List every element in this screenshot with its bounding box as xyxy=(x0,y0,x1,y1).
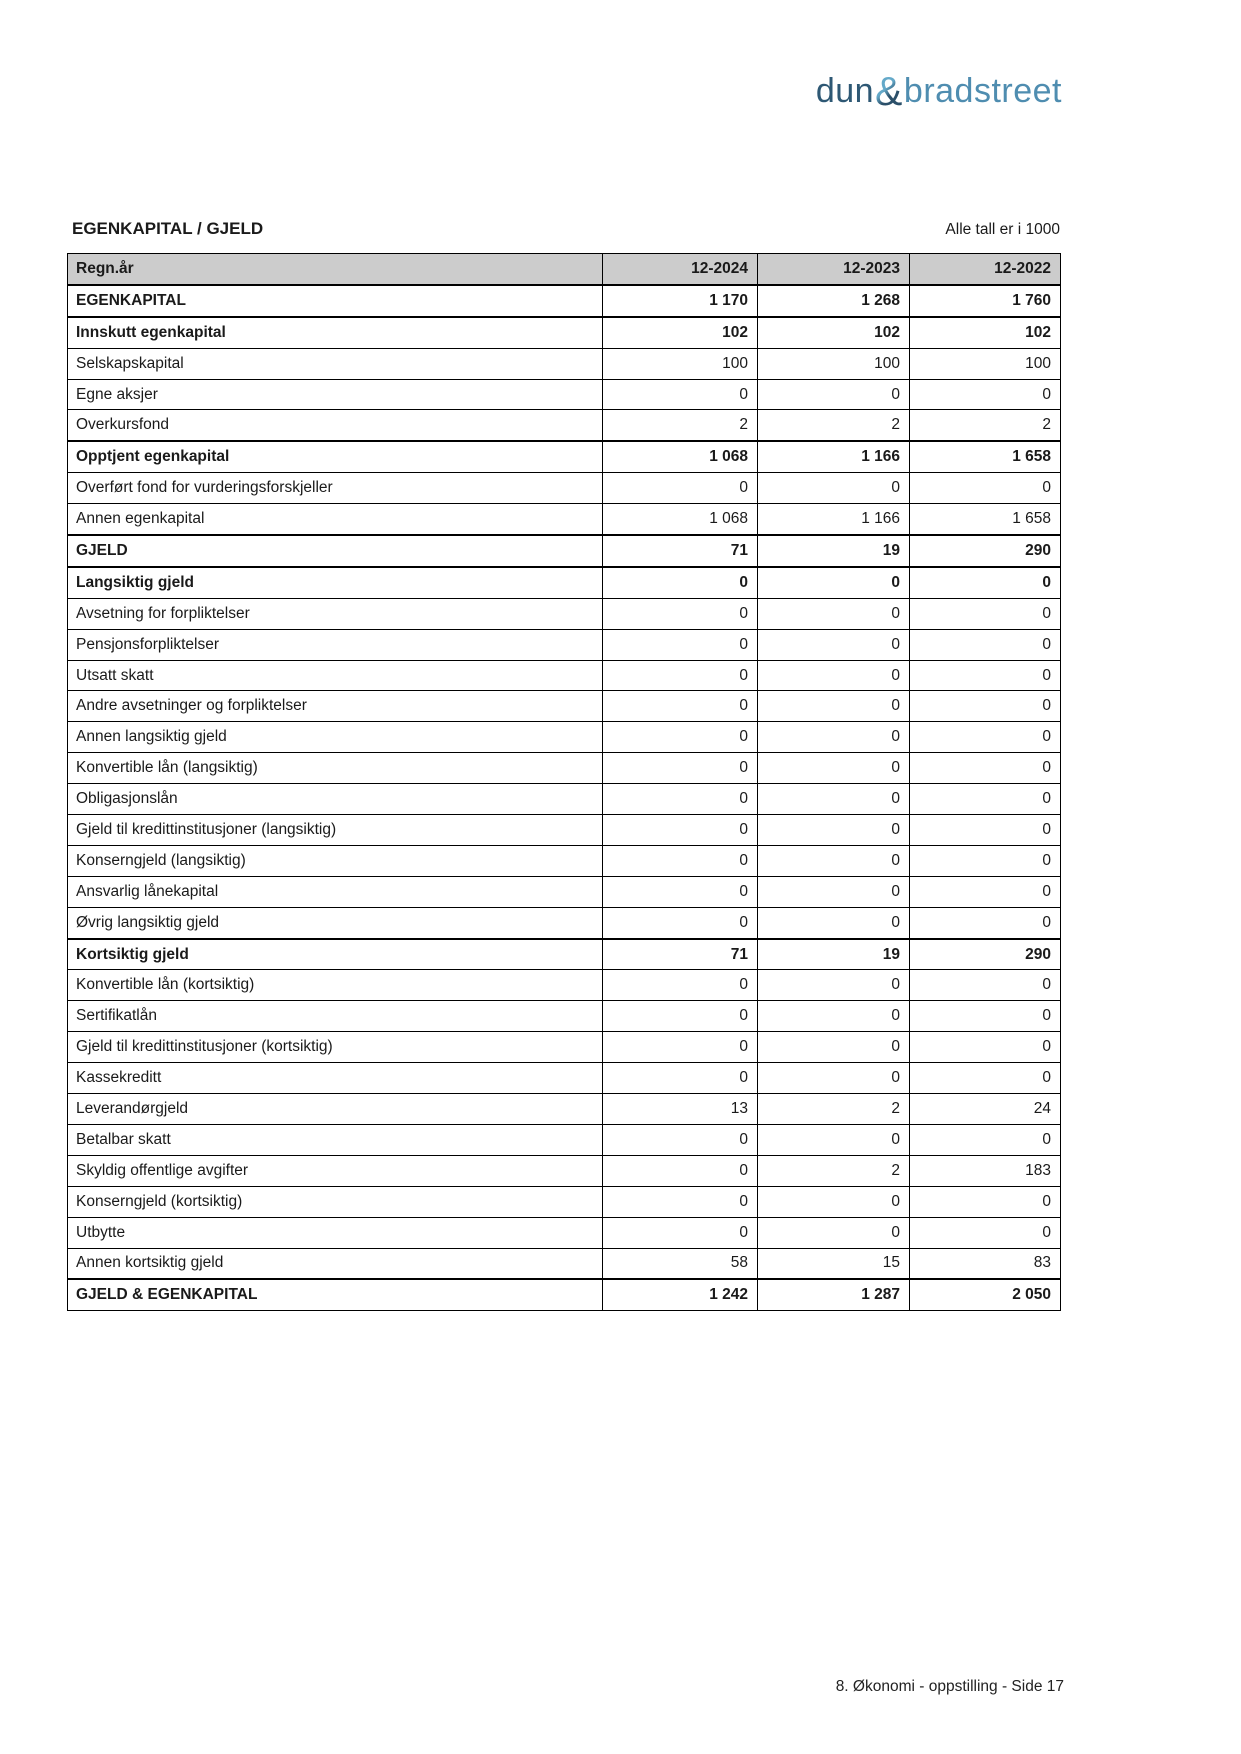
row-label: Annen egenkapital xyxy=(68,504,603,535)
row-value: 0 xyxy=(910,845,1061,876)
row-label: Gjeld til kredittinstitusjoner (langsiktig) xyxy=(68,815,603,846)
row-label: Kassekreditt xyxy=(68,1063,603,1094)
row-label: Sertifikatlån xyxy=(68,1001,603,1032)
row-value: 0 xyxy=(910,815,1061,846)
row-value: 1 170 xyxy=(603,285,758,317)
table-row xyxy=(68,1001,1061,1032)
table-body xyxy=(68,285,1061,1311)
row-value: 0 xyxy=(758,753,910,784)
row-value: 0 xyxy=(910,907,1061,938)
row-label: Skyldig offentlige avgifter xyxy=(68,1155,603,1186)
row-value: 0 xyxy=(603,473,758,504)
table-title-row xyxy=(72,219,1060,239)
row-label: Konserngjeld (kortsiktig) xyxy=(68,1186,603,1217)
row-label: Andre avsetninger og forpliktelser xyxy=(68,691,603,722)
row-value: 0 xyxy=(910,598,1061,629)
row-label: Annen langsiktig gjeld xyxy=(68,722,603,753)
row-value: 1 760 xyxy=(910,285,1061,317)
row-value: 0 xyxy=(758,567,910,598)
row-label: Opptjent egenkapital xyxy=(68,441,603,472)
table-header-row xyxy=(68,254,1061,285)
row-value: 0 xyxy=(910,1217,1061,1248)
row-label: Overkursfond xyxy=(68,410,603,441)
row-value: 1 068 xyxy=(603,504,758,535)
table-row xyxy=(68,939,1061,970)
row-value: 0 xyxy=(603,753,758,784)
row-value: 0 xyxy=(758,598,910,629)
table-row xyxy=(68,348,1061,379)
row-value: 0 xyxy=(603,1155,758,1186)
row-value: 24 xyxy=(910,1094,1061,1125)
row-value: 2 xyxy=(603,410,758,441)
row-value: 0 xyxy=(603,815,758,846)
section-title: EGENKAPITAL / GJELD xyxy=(72,219,264,238)
logo-ampersand-icon: & xyxy=(875,68,903,114)
row-value: 1 658 xyxy=(910,441,1061,472)
balance-sheet-table xyxy=(67,253,1061,1311)
row-value: 0 xyxy=(603,598,758,629)
row-value: 1 242 xyxy=(603,1279,758,1310)
row-label: Konvertible lån (kortsiktig) xyxy=(68,970,603,1001)
row-value: 0 xyxy=(910,567,1061,598)
row-label: Langsiktig gjeld xyxy=(68,567,603,598)
row-value: 19 xyxy=(758,535,910,567)
row-value: 0 xyxy=(758,1186,910,1217)
row-value: 1 268 xyxy=(758,285,910,317)
row-value: 0 xyxy=(910,1186,1061,1217)
row-value: 0 xyxy=(758,815,910,846)
table-row xyxy=(68,815,1061,846)
row-value: 0 xyxy=(603,1186,758,1217)
row-label: Ansvarlig lånekapital xyxy=(68,876,603,907)
row-label: Avsetning for forpliktelser xyxy=(68,598,603,629)
row-value: 0 xyxy=(603,1032,758,1063)
table-row xyxy=(68,876,1061,907)
row-value: 0 xyxy=(603,784,758,815)
table-row xyxy=(68,970,1061,1001)
row-value: 0 xyxy=(603,722,758,753)
row-value: 0 xyxy=(758,1063,910,1094)
row-label: Egne aksjer xyxy=(68,379,603,410)
row-label: EGENKAPITAL xyxy=(68,285,603,317)
row-value: 1 166 xyxy=(758,441,910,472)
table-row xyxy=(68,1032,1061,1063)
row-value: 0 xyxy=(910,473,1061,504)
row-value: 0 xyxy=(910,876,1061,907)
row-value: 15 xyxy=(758,1248,910,1279)
row-value: 0 xyxy=(910,722,1061,753)
row-value: 0 xyxy=(758,691,910,722)
row-label: GJELD xyxy=(68,535,603,567)
row-value: 1 287 xyxy=(758,1279,910,1310)
row-value: 0 xyxy=(758,722,910,753)
row-label: Selskapskapital xyxy=(68,348,603,379)
row-label: Konvertible lån (langsiktig) xyxy=(68,753,603,784)
row-value: 0 xyxy=(603,845,758,876)
row-label: Betalbar skatt xyxy=(68,1124,603,1155)
row-value: 71 xyxy=(603,535,758,567)
row-value: 0 xyxy=(910,1124,1061,1155)
table-row xyxy=(68,629,1061,660)
row-value: 0 xyxy=(603,970,758,1001)
table-row xyxy=(68,441,1061,472)
units-note: Alle tall er i 1000 xyxy=(945,221,1060,238)
row-value: 290 xyxy=(910,535,1061,567)
row-value: 102 xyxy=(603,317,758,348)
row-value: 2 xyxy=(910,410,1061,441)
row-value: 0 xyxy=(603,660,758,691)
row-value: 0 xyxy=(603,379,758,410)
row-value: 0 xyxy=(758,1001,910,1032)
table-row xyxy=(68,473,1061,504)
table-row xyxy=(68,722,1061,753)
row-label: Kortsiktig gjeld xyxy=(68,939,603,970)
table-row xyxy=(68,410,1061,441)
row-label: Overført fond for vurderingsforskjeller xyxy=(68,473,603,504)
row-value: 1 166 xyxy=(758,504,910,535)
row-label: GJELD & EGENKAPITAL xyxy=(68,1279,603,1310)
table-row xyxy=(68,784,1061,815)
row-value: 0 xyxy=(603,629,758,660)
table-row xyxy=(68,691,1061,722)
row-value: 71 xyxy=(603,939,758,970)
row-value: 0 xyxy=(603,876,758,907)
logo-text-dun: dun xyxy=(815,72,875,110)
header-year-2024: 12-2024 xyxy=(603,254,758,285)
header-label: Regn.år xyxy=(68,254,603,285)
table-row xyxy=(68,317,1061,348)
row-value: 0 xyxy=(758,876,910,907)
row-value: 0 xyxy=(758,1217,910,1248)
row-value: 0 xyxy=(910,753,1061,784)
row-value: 102 xyxy=(758,317,910,348)
row-value: 0 xyxy=(758,660,910,691)
row-value: 0 xyxy=(758,1032,910,1063)
table-row xyxy=(68,598,1061,629)
row-value: 0 xyxy=(910,784,1061,815)
row-value: 100 xyxy=(910,348,1061,379)
row-value: 1 068 xyxy=(603,441,758,472)
row-label: Leverandørgjeld xyxy=(68,1094,603,1125)
row-value: 83 xyxy=(910,1248,1061,1279)
header-year-2022: 12-2022 xyxy=(910,254,1061,285)
row-value: 0 xyxy=(910,970,1061,1001)
row-value: 0 xyxy=(603,1124,758,1155)
row-value: 0 xyxy=(758,907,910,938)
table-row xyxy=(68,285,1061,317)
table-row xyxy=(68,907,1061,938)
table-row xyxy=(68,1186,1061,1217)
row-value: 0 xyxy=(910,379,1061,410)
table-row xyxy=(68,567,1061,598)
page-footer: 8. Økonomi - oppstilling - Side 17 xyxy=(835,1678,1064,1695)
table-row xyxy=(68,753,1061,784)
table-row xyxy=(68,1155,1061,1186)
row-value: 58 xyxy=(603,1248,758,1279)
row-label: Pensjonsforpliktelser xyxy=(68,629,603,660)
table-row xyxy=(68,535,1061,567)
row-label: Gjeld til kredittinstitusjoner (kortsiktig) xyxy=(68,1032,603,1063)
row-value: 0 xyxy=(758,629,910,660)
header-year-2023: 12-2023 xyxy=(758,254,910,285)
row-value: 0 xyxy=(603,1063,758,1094)
row-value: 13 xyxy=(603,1094,758,1125)
table-row xyxy=(68,1217,1061,1248)
table-row xyxy=(68,1279,1061,1310)
row-value: 0 xyxy=(603,907,758,938)
row-value: 0 xyxy=(758,1124,910,1155)
row-value: 100 xyxy=(603,348,758,379)
row-value: 0 xyxy=(910,1032,1061,1063)
row-value: 0 xyxy=(910,1063,1061,1094)
row-label: Obligasjonslån xyxy=(68,784,603,815)
table-row xyxy=(68,504,1061,535)
row-value: 0 xyxy=(910,1001,1061,1032)
row-value: 0 xyxy=(603,567,758,598)
row-label: Konserngjeld (langsiktig) xyxy=(68,845,603,876)
row-value: 0 xyxy=(758,473,910,504)
row-value: 0 xyxy=(910,660,1061,691)
table-row xyxy=(68,379,1061,410)
row-value: 19 xyxy=(758,939,910,970)
row-value: 0 xyxy=(910,691,1061,722)
row-value: 0 xyxy=(603,691,758,722)
row-value: 102 xyxy=(910,317,1061,348)
table-row xyxy=(68,845,1061,876)
row-value: 0 xyxy=(758,970,910,1001)
row-value: 0 xyxy=(910,629,1061,660)
row-label: Utbytte xyxy=(68,1217,603,1248)
table-row xyxy=(68,1094,1061,1125)
table-row xyxy=(68,660,1061,691)
row-label: Øvrig langsiktig gjeld xyxy=(68,907,603,938)
table-row xyxy=(68,1063,1061,1094)
row-value: 2 xyxy=(758,1155,910,1186)
table-row xyxy=(68,1124,1061,1155)
row-value: 0 xyxy=(758,784,910,815)
row-value: 290 xyxy=(910,939,1061,970)
row-value: 2 xyxy=(758,410,910,441)
row-value: 0 xyxy=(758,379,910,410)
table-row xyxy=(68,1248,1061,1279)
row-value: 0 xyxy=(603,1217,758,1248)
row-label: Innskutt egenkapital xyxy=(68,317,603,348)
row-value: 183 xyxy=(910,1155,1061,1186)
row-value: 1 658 xyxy=(910,504,1061,535)
dun-bradstreet-logo xyxy=(816,68,1062,115)
logo-text-bradstreet: bradstreet xyxy=(903,72,1062,110)
row-value: 0 xyxy=(758,845,910,876)
row-label: Utsatt skatt xyxy=(68,660,603,691)
row-value: 2 xyxy=(758,1094,910,1125)
row-value: 2 050 xyxy=(910,1279,1061,1310)
row-value: 0 xyxy=(603,1001,758,1032)
row-label: Annen kortsiktig gjeld xyxy=(68,1248,603,1279)
row-value: 100 xyxy=(758,348,910,379)
